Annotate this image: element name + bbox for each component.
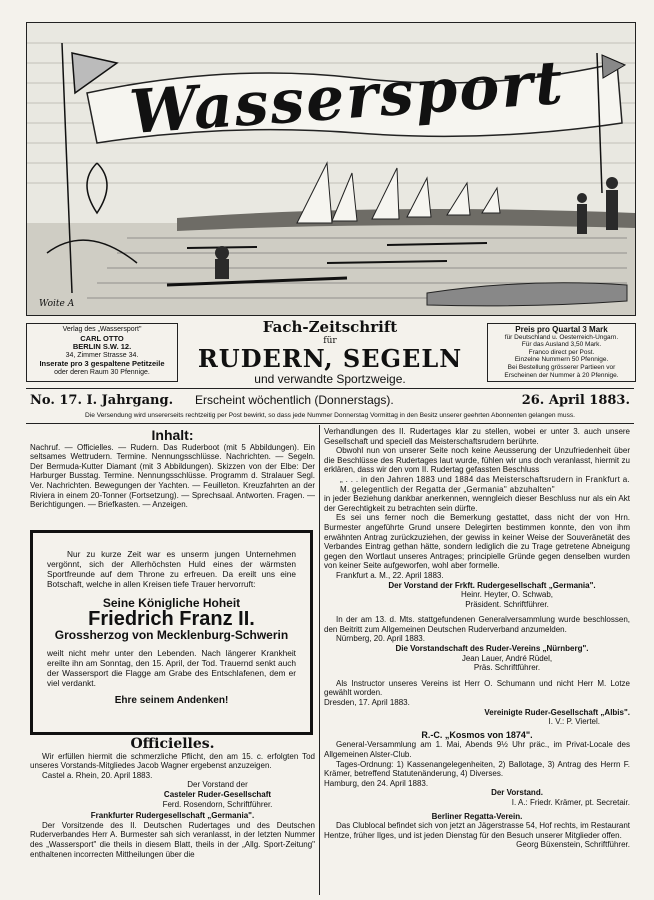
inhalt-section <box>30 427 315 510</box>
r-sig-1: Der Vorstand der Frkft. Rudergesellschaft „Germania". <box>388 580 596 590</box>
r-p9: Tages-Ordnung: 1) Kassenangelegenheiten, 2) Ballotage, 3) Antrag des Herrn F. Krämer, betreffend Statutenänderung, 4) Diverses. <box>324 759 630 779</box>
masthead-title: Wassersport <box>127 47 567 149</box>
r-p1: Verhandlungen des II. Rudertages klar zu stellen, wobei er unter 3. auch unsere Gesellschaft und speciell das Meisterschaftsrudern berührte. <box>324 427 630 446</box>
r-sig-4: Der Vorstand. <box>491 788 543 798</box>
r-roles-1: Präsident. Schriftführer. <box>465 599 549 609</box>
price-box <box>487 323 636 382</box>
off-heading-2: Frankfurter Rudergesellschaft „Germania". <box>90 811 255 821</box>
price-line: Franco direct per Post. <box>528 348 595 356</box>
price-head: Preis pro Quartal 3 Mark <box>515 325 608 334</box>
r-p2: Obwohl nun von unserer Seite noch keine Aeusserung der Unzufriedenheit über die Beschlüsse des Rudertages laut wurde, fühlen wir uns doch veranlasst, hiermit zu erklären, dass wir den vom II. Rudertag gefassten Beschluss <box>324 446 630 475</box>
r-p5: Es sei uns ferner noch die Bemerkung gestattet, dass nicht der von Hrn. Burmester angeführte Grund unsere Delegirten bestimmen konnte, den von ihm erwähnten Antrag zurückzuziehen, der gewiss in keiner Weise der Souveränetät des Verbandes Eintrag gethan hätte, sondern lediglich die zu Trage getretene Abneigung gegen den Wortlaut unseres Antrages; principielle Gründe gegen denselben wurden von keiner Seite aufgeworfen, wohl aber formelle. <box>324 513 630 571</box>
off-date: Castel a. Rhein, 20. April 1883. <box>42 770 153 780</box>
r-names-1: Heinr. Heyter, O. Schwab, <box>460 590 554 600</box>
right-column <box>324 427 630 850</box>
r-names-4: I. A.: Friedr. Krämer, pt. Secretair. <box>511 797 630 807</box>
r-p8: General-Versammlung am 1. Mai, Abends 9½ Uhr präc., im Privat-Locale des Allgemeinen Alster-Club. <box>324 740 630 759</box>
r-sig-3: Vereinigte Ruder-Gesellschaft „Albis". <box>484 707 630 717</box>
masthead-illustration <box>26 22 636 316</box>
issue-frequency: Erscheint wöchentlich (Donnerstags). <box>195 393 394 407</box>
rule-bottom <box>26 423 634 424</box>
subtitle-block <box>185 318 475 386</box>
mourning-intro: Nur zu kurze Zeit war es unserm jungen Unternehmen vergönnt, sich der Allerhöchsten Huld eines der wärmsten Sportfreunde auf dem Throne zu erfreuen. Da ereilt uns eine Botschaft, welche in allen Kreisen tiefe Trauer hervorruft: <box>47 549 296 590</box>
publisher-line: Verlag des „Wassersport" <box>62 326 142 333</box>
ad-rate: Inserate pro 3 gespaltene Petitzeile <box>39 359 165 368</box>
inhalt-text: Nachruf. — Officielles. — Rudern. Das Ruderboot (mit 5 Abbildungen). Ein seltsames Wettrudern. Termine. Nennungsschlüsse. Nachrichten. — Segeln. Der Bermuda-Kutter Diamant (mit 3 Abbildungen). Skizzen von der Elbe: Der Harburger Busstag. Termine. Nennungsschlüsse. Programm d. Stralauer Segl. Ver. Nachrichten. Bewegungen der Yachten. — Feuilleton. Kreuzfahrten an der Riviera in einem 20-Tonner (Fortsetzung). — Sprechsaal. Antworten. Fragen. — Berichtigungen. — Briefkasten. — Anzeigen. <box>30 442 315 510</box>
rudern-segeln: RUDERN, SEGELN <box>197 344 463 373</box>
fach-zeitschrift: Fach-Zeitschrift <box>262 318 398 336</box>
r-p6: In der am 13. d. Mts. stattgefundenen Generalversammlung wurde beschlossen, den Beitritt zum Allgemeinen Deutschen Ruderverband anzumelden. <box>324 615 630 634</box>
off-sig-1: Der Vorstand der <box>187 780 248 790</box>
mourning-notice <box>30 530 313 735</box>
r-roles-2: Präs. Schriftführer. <box>473 663 541 673</box>
mourning-body: weilt nicht mehr unter den Lebenden. Nach längerer Krankheit ereilte ihn am Sonntag, den 15. April, der Tod. Trauernd senkt auch der Wassersport die Flagge am Grabe des Entschlafenen, dem er viel verdankt. <box>47 647 296 688</box>
price-line: Einzelne Nummern 50 Pfennige. <box>514 356 609 364</box>
r-heading-regatta: Berliner Regatta-Verein. <box>431 811 523 821</box>
r-p7: Als Instructor unseres Vereins ist Herr O. Schumann und nicht Herr M. Lotze gewählt worden. <box>324 678 630 698</box>
r-date-4: Hamburg, den 24. April 1883. <box>324 778 429 788</box>
issue-date: 26. April 1883. <box>521 393 630 408</box>
r-p10: Das Clublocal befindet sich von jetzt an Jägerstrasse 54, Hof rechts, im Restaurant Hentze, früher Ilges, und ist jeden Dienstag für den Besuch unserer Mitglieder offen. <box>324 821 630 840</box>
issue-line <box>30 393 630 409</box>
officielles-heading: Officielles. <box>130 736 215 752</box>
mourning-title-2: Friedrich Franz II. <box>88 607 255 630</box>
r-sig-2: Die Vorstandschaft des Ruder-Vereins „Nürnberg". <box>395 644 589 654</box>
off-sig-3: Ferd. Rosendorn, Schriftführer. <box>162 799 273 809</box>
r-date-2: Nürnberg, 20. April 1883. <box>336 634 425 644</box>
publisher-address: 34, Zimmer Strasse 34. <box>65 351 139 359</box>
publisher-city: BERLIN S.W. 12. <box>72 342 132 351</box>
r-heading-kosmos: R.-C. „Kosmos von 1874". <box>421 729 533 740</box>
artist-signature: Woite A <box>39 299 75 309</box>
off-p1: Wir erfüllen hiermit die schmerzliche Pflicht, den am 15. c. erfolgten Tod unseres Vorstands-Mitgliedes Jacob Wagner ergebenst anzuzeigen. <box>30 751 315 771</box>
r-names-3: I. V.: P. Viertel. <box>548 717 600 727</box>
issue-number: No. 17. I. Jahrgang. <box>30 393 174 408</box>
r-date-1: Frankfurt a. M., 22. April 1883. <box>336 570 444 580</box>
price-line: Bei Bestellung grösserer Partieen vor <box>507 363 616 371</box>
off-sig-2: Casteler Ruder-Gesellschaft <box>163 789 272 799</box>
rule-top <box>26 388 634 389</box>
publisher-name: CARL OTTO <box>80 333 124 343</box>
officielles-section <box>30 736 315 859</box>
price-line: Erscheinen der Nummer à 20 Pfennige. <box>504 371 619 379</box>
sportzweige: und verwandte Sportzweige. <box>254 372 406 386</box>
r-names-2: Jean Lauer, André Rüdel, <box>461 653 553 663</box>
delivery-notice: Die Versendung wird unsererseits rechtzeitig per Post bewirkt, so dass jede Nummer Donnerstag Vormittag in den Besitz unserer geehrten Abonnenten gelangen muss. <box>84 412 576 419</box>
mourning-closing: Ehre seinem Andenken! <box>114 695 229 707</box>
column-divider <box>319 425 320 895</box>
price-line: für Deutschland u. Oesterreich-Ungarn. <box>504 333 619 341</box>
price-line: Für das Ausland 3,50 Mark. <box>521 341 602 349</box>
r-names-5: Georg Büxenstein, Schriftführer. <box>516 840 630 850</box>
inhalt-heading: Inhalt: <box>151 427 194 443</box>
mourning-title-1: Seine Königliche Hoheit <box>102 595 241 610</box>
mourning-title-3: Grossherzog von Mecklenburg-Schwerin <box>54 627 289 642</box>
ad-rate-2: oder deren Raum 30 Pfennige. <box>54 368 150 376</box>
r-quote: „ . . . in den Jahren 1883 und 1884 das Meisterschaftsrudern in Frankfurt a. M. gelegentlich der Regatta der „Germania" abzuhalten" <box>340 474 630 494</box>
fuer: für <box>323 336 337 346</box>
publisher-box <box>26 323 178 382</box>
off-p3: Der Vorsitzende des II. Deutschen Rudertages und des Deutschen Ruderverbandes Herr A. Burmester sah sich veranlasst, in der letzten Nummer des „Wassersport" die theils in diesem Blatt, theils in der „Allg. Sport-Zeitung" enthaltenen incorrecten Mittheilungen über die <box>30 820 315 859</box>
r-p4: in jeder Beziehung dankbar anerkennen, wenngleich dieser Beschluss nur als ein Akt der Gerechtigkeit zu betrachten sein dürfte. <box>324 494 630 513</box>
r-date-3: Dresden, 17. April 1883. <box>324 698 410 708</box>
